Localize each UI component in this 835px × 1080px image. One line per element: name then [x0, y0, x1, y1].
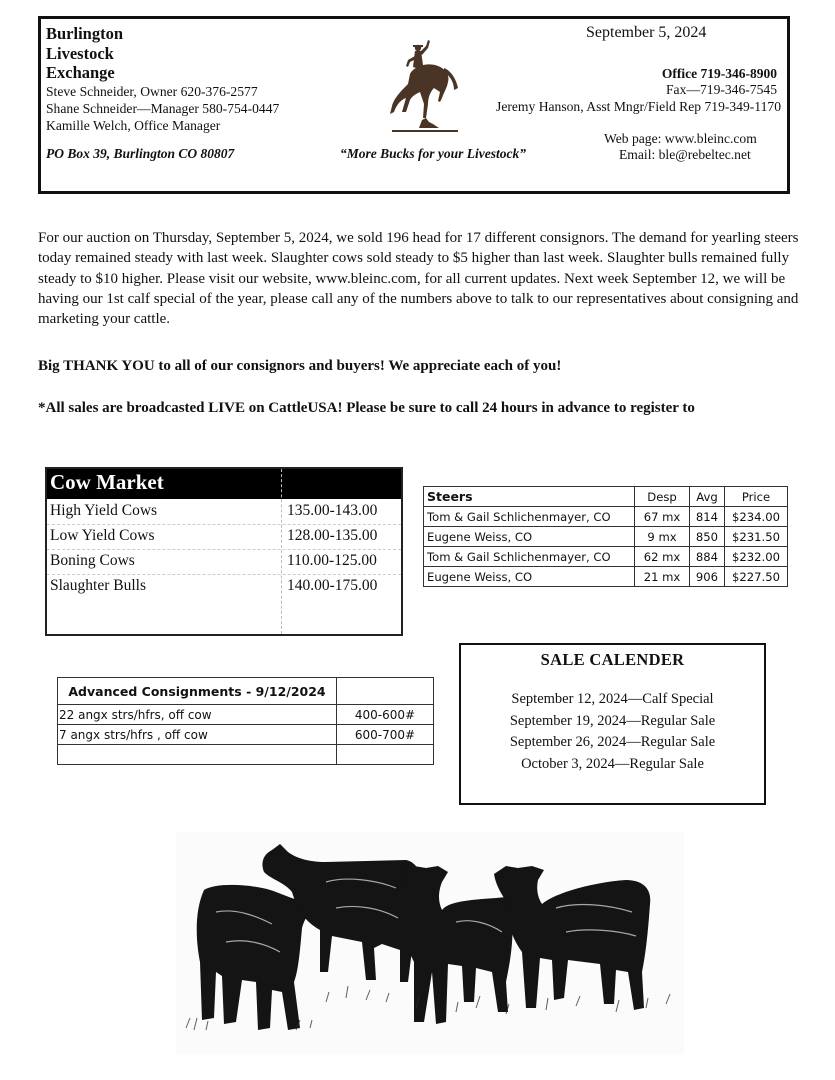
report-date: September 5, 2024: [586, 24, 707, 41]
broadcast-note: *All sales are broadcasted LIVE on CattleUSA! Please be sure to call 24 hours in advance to register to: [38, 400, 695, 416]
avg-weight: 906: [690, 567, 725, 587]
company-name-line: Burlington: [46, 24, 124, 43]
black-angus-cattle-illustration: [176, 832, 684, 1054]
cow-class-label: High Yield Cows: [50, 502, 158, 519]
sale-date-item: September 26, 2024—Regular Sale: [509, 734, 716, 750]
column-header: Avg: [690, 487, 725, 507]
sale-date-item: October 3, 2024—Regular Sale: [521, 755, 704, 772]
company-name-line: Exchange: [46, 63, 115, 82]
table-row: [58, 705, 434, 725]
cow-class-label: Slaughter Bulls: [50, 577, 147, 594]
cow-price-range: 135.00-143.00: [287, 502, 378, 519]
avg-weight: 814: [690, 507, 725, 527]
office-phone: Office 719-346-8900: [661, 66, 777, 81]
column-header: Desp: [635, 487, 690, 507]
empty-cell: [337, 745, 434, 765]
staff-list: [46, 83, 279, 134]
advanced-consignments-table: [57, 677, 434, 765]
sale-calendar-title: SALE CALENDER: [540, 650, 685, 669]
weight-range: 600-700#: [337, 725, 434, 745]
sale-calendar-list: [461, 689, 764, 775]
email-link[interactable]: Email: ble@rebeltec.net: [619, 147, 751, 162]
table-row: [58, 745, 434, 765]
cow-market-title: Cow Market: [50, 470, 164, 494]
table-row: [47, 524, 401, 550]
staff-manager: Shane Schneider—Manager 580-754-0447: [46, 101, 280, 116]
steers-table: [423, 486, 788, 587]
price: $234.00: [725, 507, 788, 527]
sale-date-item: September 19, 2024—Regular Sale: [509, 712, 716, 729]
avg-weight: 850: [690, 527, 725, 547]
price: $227.50: [725, 567, 788, 587]
head-count: 9 mx: [635, 527, 690, 547]
head-count: 21 mx: [635, 567, 690, 587]
column-header: Price: [725, 487, 788, 507]
cow-price-range: 128.00-135.00: [287, 527, 378, 544]
price: $231.50: [725, 527, 788, 547]
slogan: “More Bucks for your Livestock”: [340, 146, 526, 161]
consignments-title: Advanced Consignments - 9/12/2024: [58, 678, 337, 705]
consignor: Eugene Weiss, CO: [424, 567, 635, 587]
avg-weight: 884: [690, 547, 725, 567]
table-row: [47, 574, 401, 599]
website-link[interactable]: Web page: www.bleinc.com: [604, 131, 757, 146]
table-header-row: [424, 487, 788, 507]
bucking-bronco-icon: [384, 40, 464, 138]
cow-class-label: Low Yield Cows: [50, 527, 155, 544]
table-row: [424, 567, 788, 587]
weight-range: 400-600#: [337, 705, 434, 725]
cow-class-label: Boning Cows: [50, 552, 135, 569]
table-row: [58, 725, 434, 745]
column-header: Steers: [424, 487, 635, 507]
cow-price-range: 140.00-175.00: [287, 577, 378, 594]
table-row: [424, 547, 788, 567]
company-name-line: Livestock: [46, 43, 114, 63]
mailing-address: PO Box 39, Burlington CO 80807: [46, 146, 235, 161]
consignor: Tom & Gail Schlichenmayer, CO: [424, 507, 635, 527]
staff-owner: Steve Schneider, Owner 620-376-2577: [46, 84, 258, 99]
fax-number: Fax—719-346-7545: [665, 82, 777, 97]
field-rep-contact: Jeremy Hanson, Asst Mngr/Field Rep 719-349-1170: [496, 99, 781, 114]
price: $232.00: [725, 547, 788, 567]
empty-cell: [337, 678, 434, 705]
cow-market-table: [45, 467, 403, 636]
market-report-paragraph: For our auction on Thursday, September 5, 2024, we sold 196 head for 17 different consignors. The demand for yearling steers today remained steady with last week. Slaughter cows sold steady to $5 higher than last week. Slaughter bulls remained fully steady to $10 higher. Please visit our website, www.bleinc.com, for all current updates. Next week September 12, we will be having our 1st calf special of the year, please call any of the numbers above to talk to our representatives about consigning and marketing your cattle.: [38, 230, 799, 328]
cow-market-header: [47, 469, 401, 499]
sale-calendar: [459, 643, 766, 805]
thank-you-note: Big THANK YOU to all of our consignors and buyers! We appreciate each of you!: [38, 358, 562, 374]
consignor: Eugene Weiss, CO: [424, 527, 635, 547]
table-row: [47, 499, 401, 525]
empty-cell: [58, 745, 337, 765]
company-name: [46, 24, 123, 83]
table-row: [424, 527, 788, 547]
head-count: 67 mx: [635, 507, 690, 527]
table-row: [424, 507, 788, 527]
consignment-description: 7 angx strs/hfrs , off cow: [58, 725, 337, 745]
table-header-row: [58, 678, 434, 705]
head-count: 62 mx: [635, 547, 690, 567]
cow-price-range: 110.00-125.00: [287, 552, 377, 569]
consignor: Tom & Gail Schlichenmayer, CO: [424, 547, 635, 567]
sale-date-item: September 12, 2024—Calf Special: [511, 691, 714, 707]
consignment-description: 22 angx strs/hfrs, off cow: [58, 705, 337, 725]
column-divider: [281, 469, 282, 634]
staff-office-manager: Kamille Welch, Office Manager: [46, 118, 221, 133]
table-row: [47, 549, 401, 575]
